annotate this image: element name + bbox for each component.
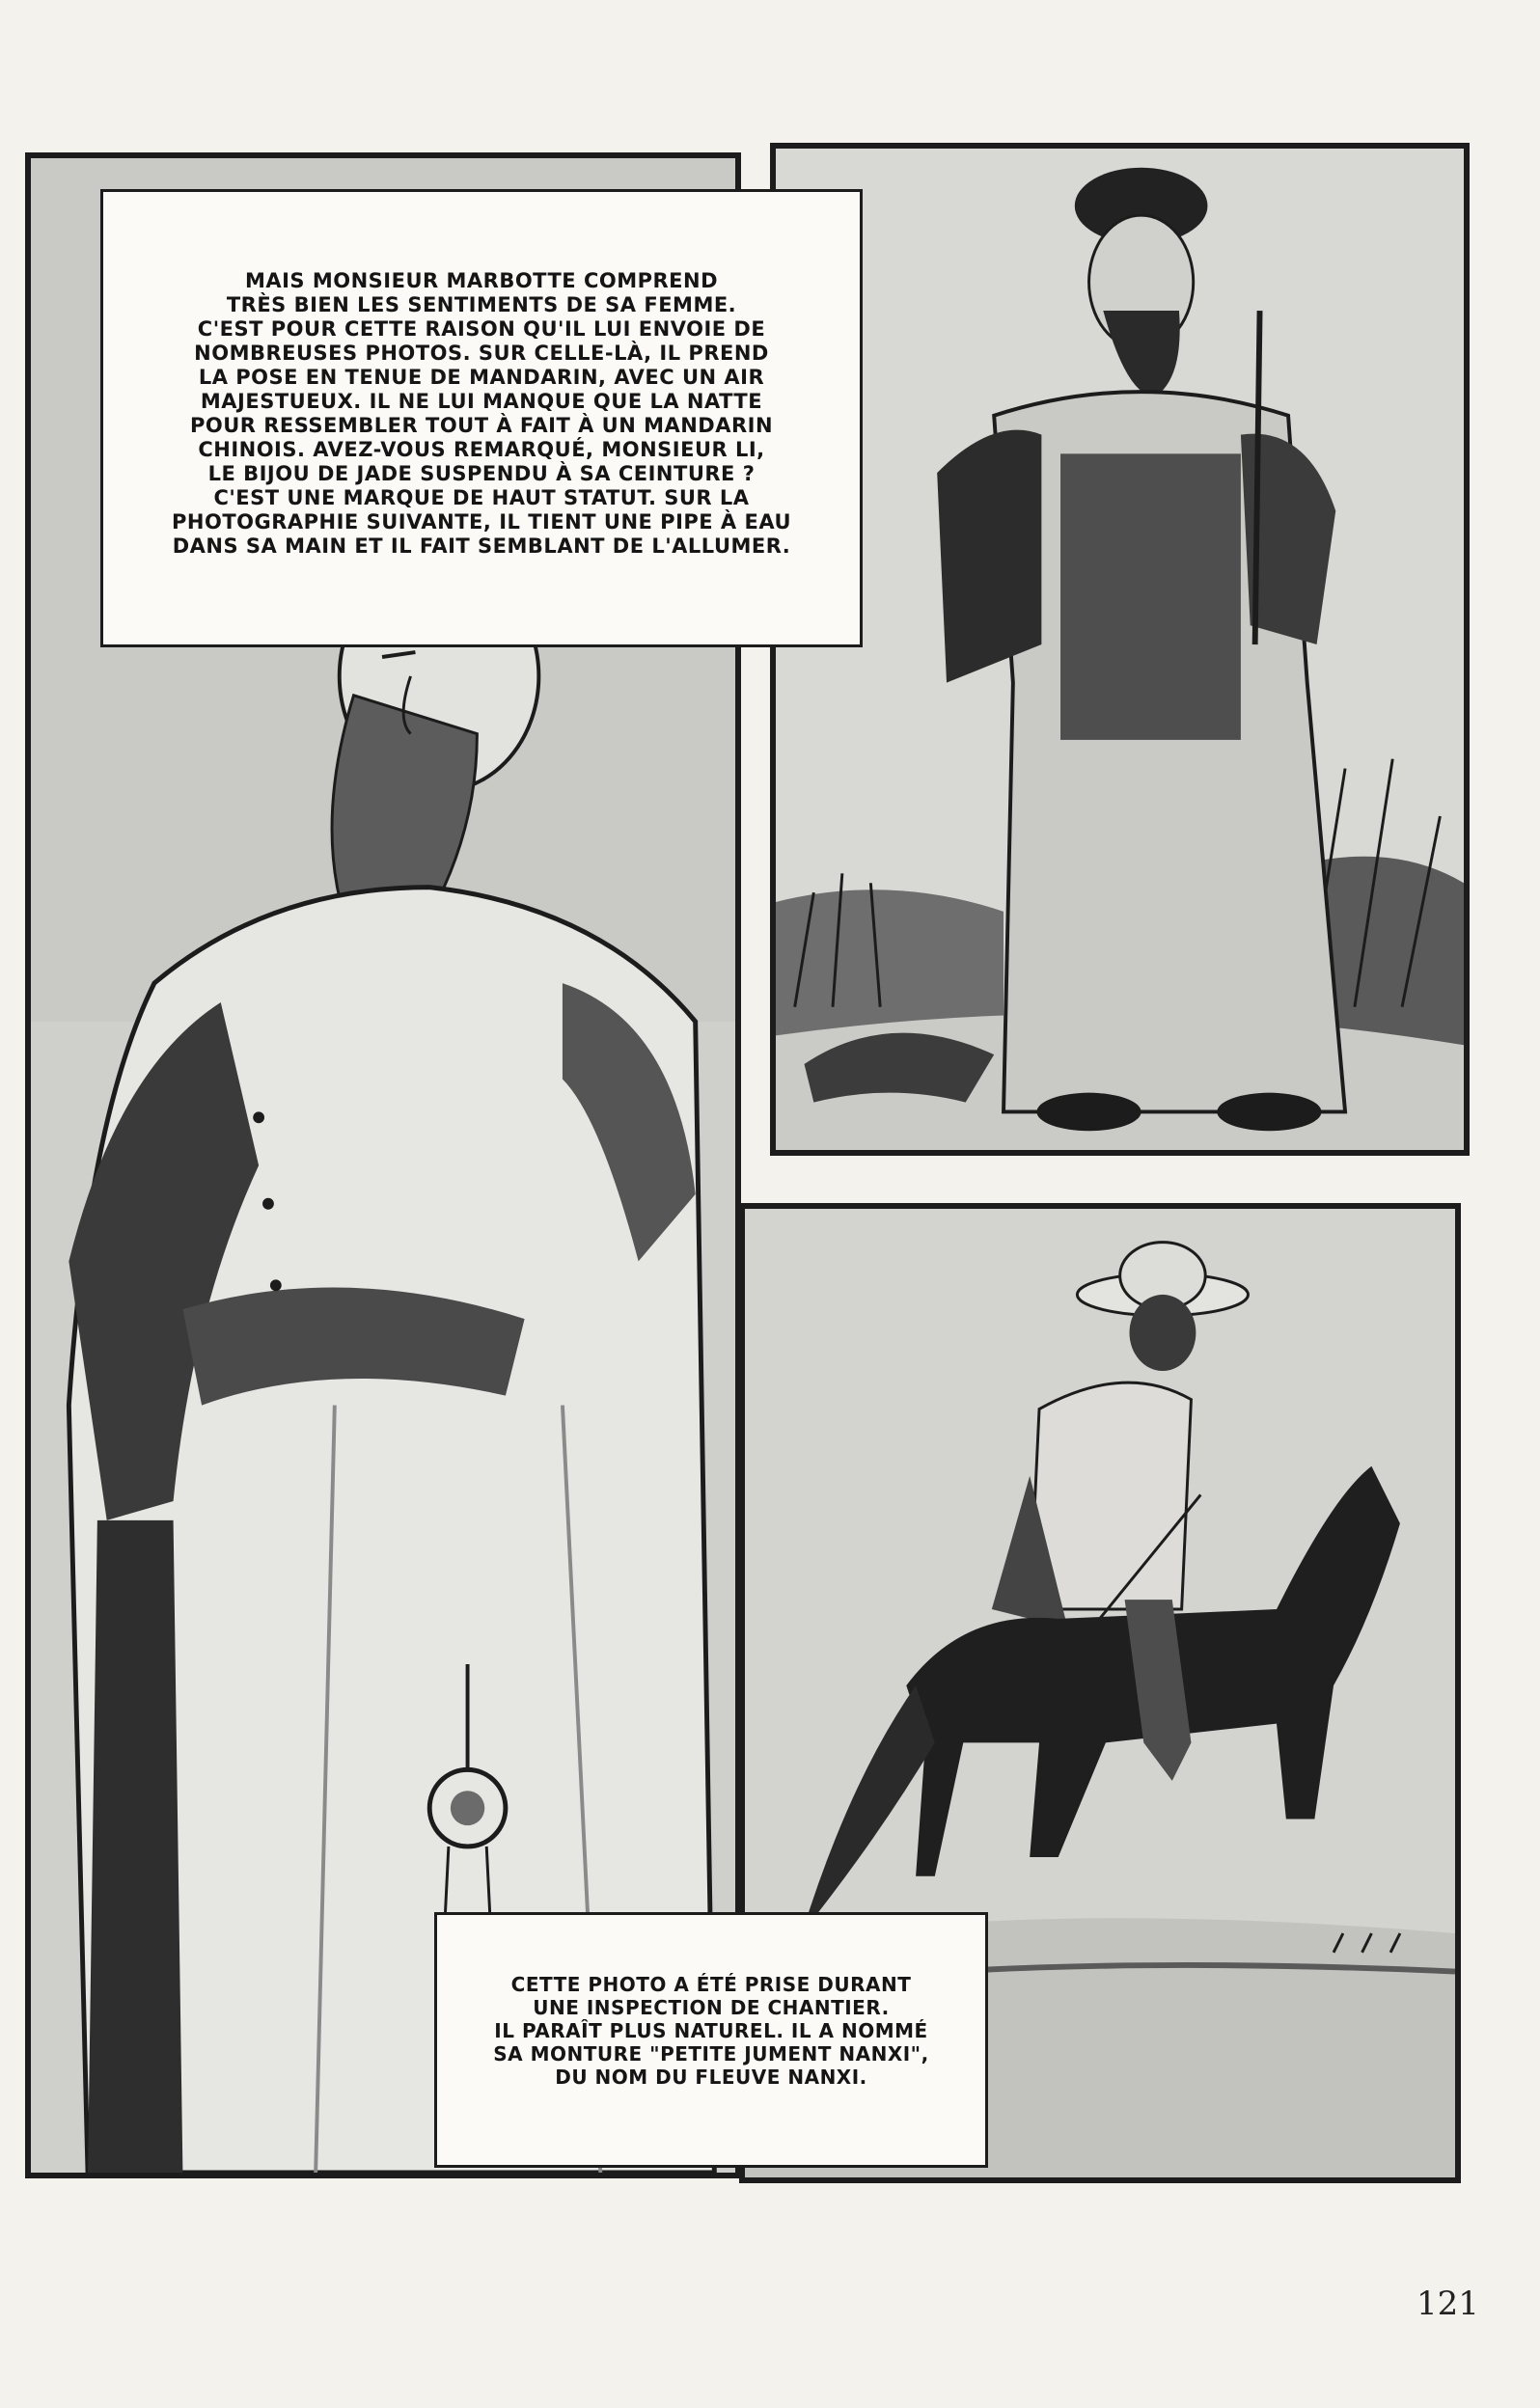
caption-line: C'EST POUR CETTE RAISON QU'IL LUI ENVOIE DE [197,317,766,341]
caption-line: LE BIJOU DE JADE SUSPENDU À SA CEINTURE ? [207,462,756,485]
caption-line: SA MONTURE "PETITE JUMENT NANXI", [493,2042,929,2066]
narration-box-top [100,189,863,647]
caption-line: DU NOM DU FLEUVE NANXI. [555,2066,867,2089]
caption-line: TRÈS BIEN LES SENTIMENTS DE SA FEMME. [226,293,737,316]
caption-line: CHINOIS. AVEZ-VOUS REMARQUÉ, MONSIEUR LI, [198,438,765,461]
standing-mandarin-illustration [776,149,1464,1150]
caption-line: IL PARAÎT PLUS NATUREL. IL A NOMMÉ [494,2019,928,2042]
page-number: 121 [1416,2285,1479,2323]
caption-line: LA POSE EN TENUE DE MANDARIN, AVEC UN AIR [198,366,765,389]
caption-line: MAJESTUEUX. IL NE LUI MANQUE QUE LA NATTE [200,390,763,413]
caption-line: UNE INSPECTION DE CHANTIER. [533,1996,890,2019]
caption-line: C'EST UNE MARQUE DE HAUT STATUT. SUR LA [213,486,750,509]
caption-line: NOMBREUSES PHOTOS. SUR CELLE-LÀ, IL PREND [194,342,769,365]
panel-standing-mandarin [770,143,1470,1156]
caption-line: POUR RESSEMBLER TOUT À FAIT À UN MANDARIN [189,414,774,437]
caption-line: DANS SA MAIN ET IL FAIT SEMBLANT DE L'ALLUMER. [172,534,791,558]
caption-line: CETTE PHOTO A ÉTÉ PRISE DURANT [510,1973,912,1996]
caption-line: PHOTOGRAPHIE SUIVANTE, IL TIENT UNE PIPE À EAU [172,510,791,534]
caption-line: MAIS MONSIEUR MARBOTTE COMPREND [244,269,719,292]
narration-box-bottom [434,1912,988,2168]
